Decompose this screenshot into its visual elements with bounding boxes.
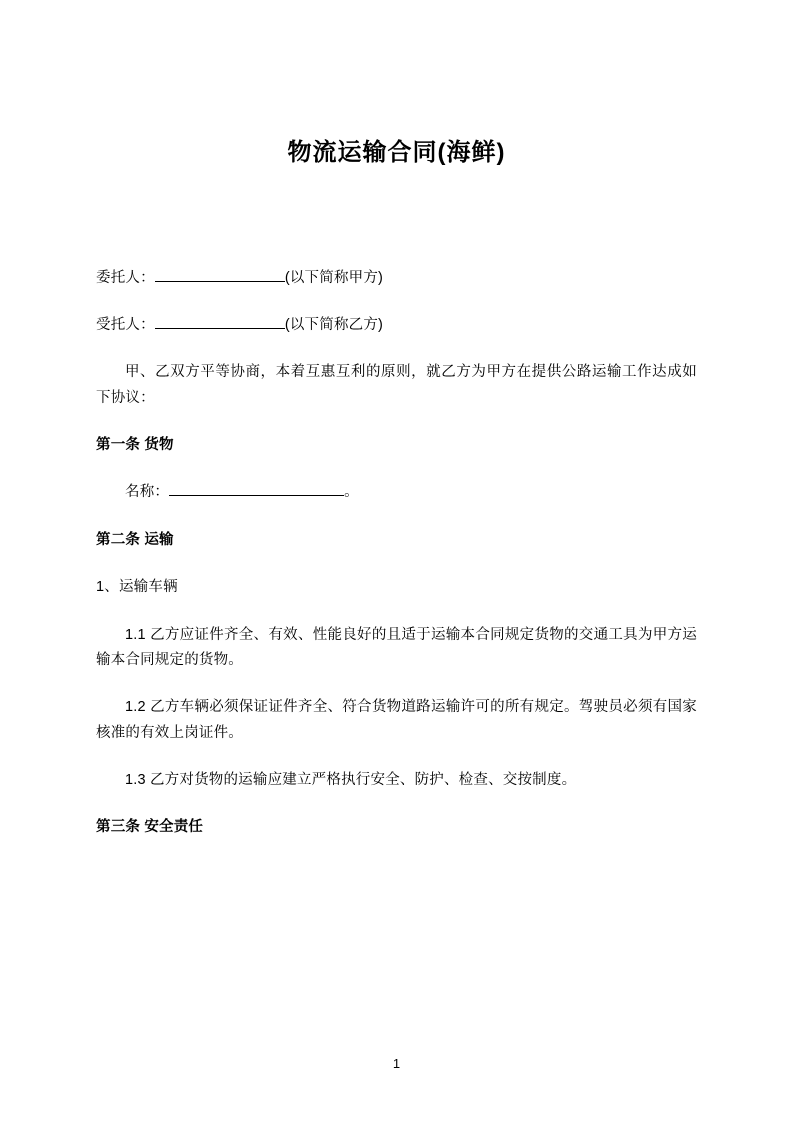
section-heading-1: 第一条 货物 bbox=[96, 437, 174, 454]
preamble-paragraph: 甲、乙双方平等协商，本着互惠互利的原则，就乙方为甲方在提供公路运输工作达成如下协议： bbox=[96, 364, 697, 406]
entrustor-label: 委托人： bbox=[96, 269, 155, 286]
subheading-transport-vehicle: 1、运输车辆 bbox=[96, 579, 178, 596]
trustee-suffix: (以下简称乙方) bbox=[284, 316, 384, 333]
entrustor-blank[interactable] bbox=[155, 267, 285, 282]
page-title: 物流运输合同(海鲜) bbox=[287, 139, 506, 166]
clause-1-1: 1.1 乙方应证件齐全、有效、性能良好的且适于运输本合同规定货物的交通工具为甲方运输本合同规定的货物。 bbox=[96, 626, 697, 668]
entrustor-suffix: (以下简称甲方) bbox=[284, 269, 384, 286]
clause-1-3: 1.3 乙方对货物的运输应建立严格执行安全、防护、检查、交按制度。 bbox=[125, 772, 577, 789]
goods-name-blank[interactable] bbox=[169, 482, 344, 497]
trustee-blank[interactable] bbox=[155, 314, 285, 329]
clause-1-2: 1.2 乙方车辆必须保证证件齐全、符合货物道路运输许可的所有规定。驾驶员必须有国家核准的有效上岗证件。 bbox=[96, 699, 697, 741]
section-heading-3: 第三条 安全责任 bbox=[96, 819, 204, 836]
trustee-label: 受托人： bbox=[96, 316, 155, 333]
party-trustee-line bbox=[96, 313, 697, 338]
section-heading-2: 第二条 运输 bbox=[96, 531, 174, 548]
goods-name-line bbox=[96, 480, 697, 505]
title-spacer bbox=[96, 170, 697, 266]
goods-name-suffix: 。 bbox=[344, 484, 359, 501]
document-body bbox=[96, 0, 697, 863]
party-entrustor-line bbox=[96, 266, 697, 291]
goods-name-label: 名称： bbox=[125, 484, 170, 501]
page-number: 1 bbox=[392, 1056, 401, 1071]
